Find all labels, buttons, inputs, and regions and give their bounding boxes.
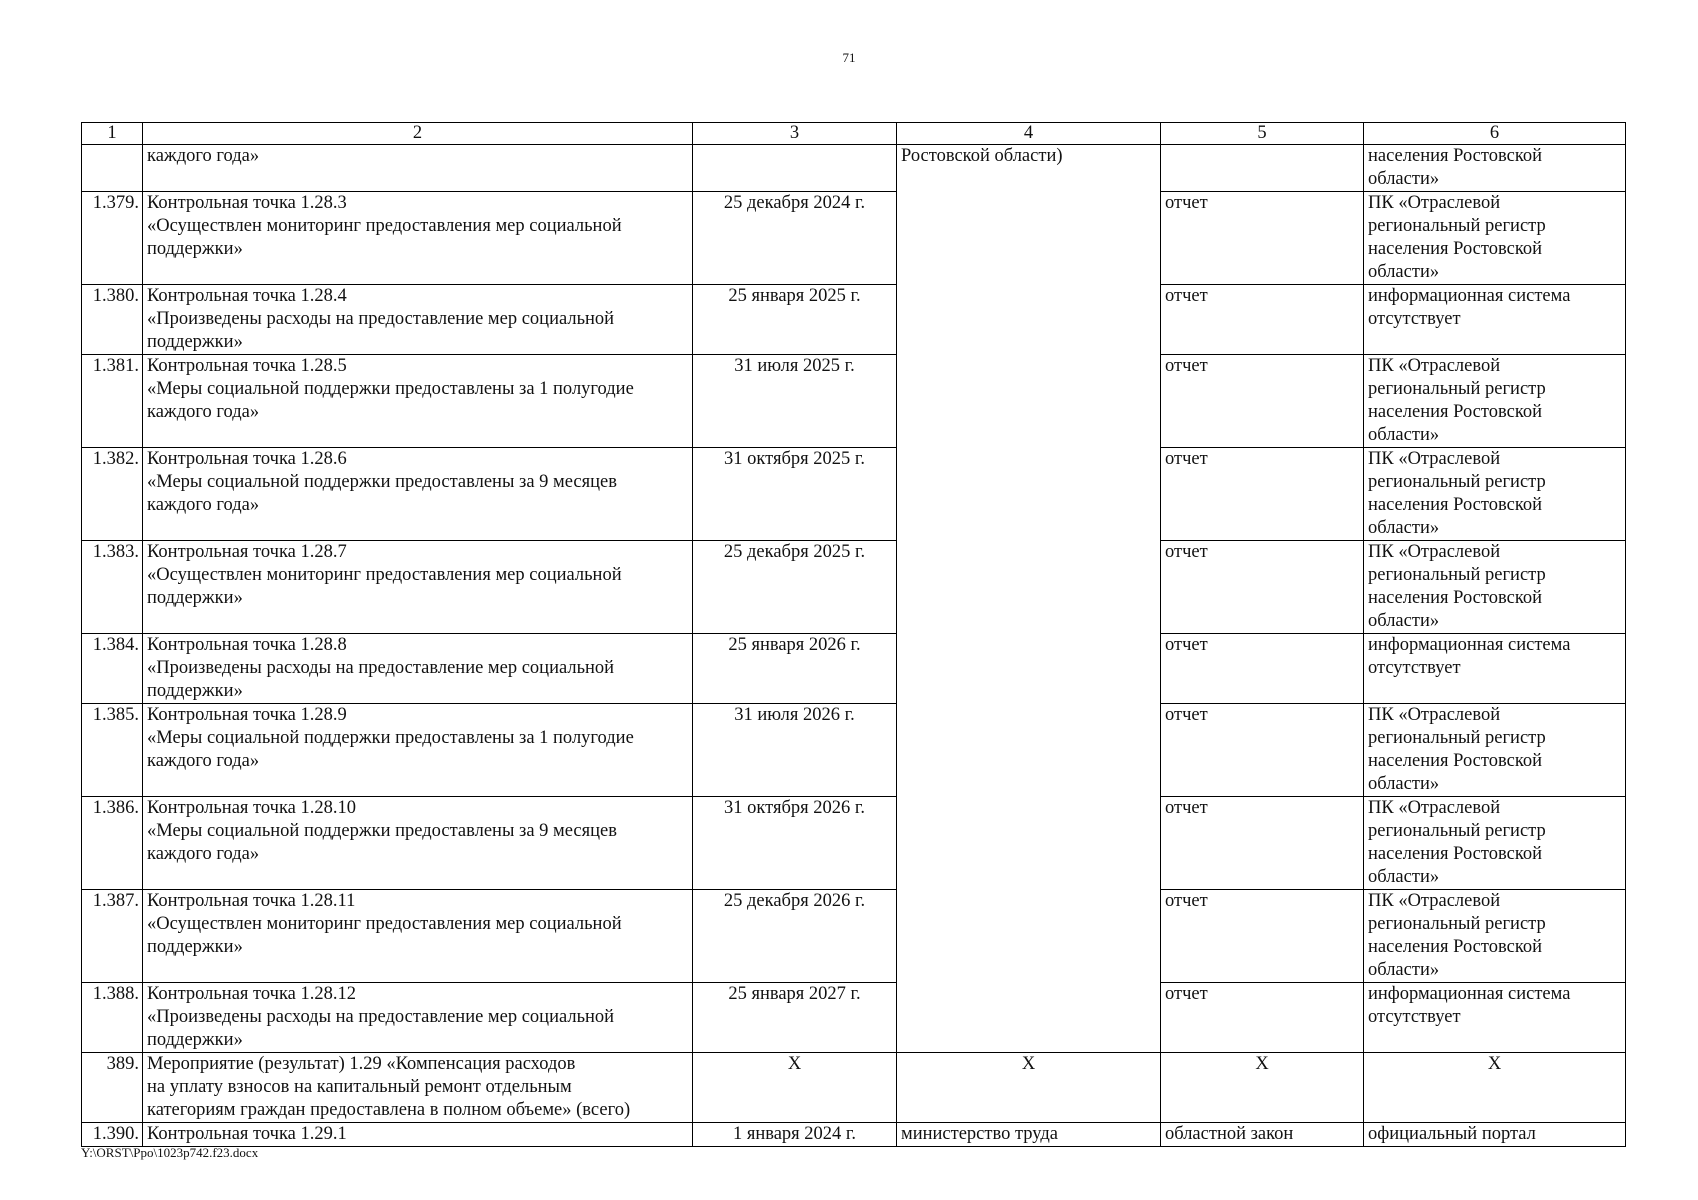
cell-line: населения Ростовской [1368, 844, 1543, 864]
cell-line: населения Ростовской [1368, 937, 1543, 957]
cell-number: 1.385. [82, 704, 143, 797]
cell-date: 25 декабря 2024 г. [693, 192, 897, 285]
cell-line: региональный регистр [1368, 565, 1546, 585]
cell-line: области» [1368, 518, 1440, 538]
cell-system [1364, 355, 1626, 448]
cell-date: 25 января 2027 г. [693, 983, 897, 1053]
cell-line: категориям граждан предоставлена в полном объеме» (всего) [147, 1100, 631, 1120]
cell-line: «Меры социальной поддержки предоставлены за 9 месяцев [147, 472, 617, 492]
cell-number [82, 145, 143, 192]
cell-line: области» [1368, 169, 1440, 189]
cell-mark: X [1364, 1053, 1626, 1123]
cell-system [1364, 634, 1626, 704]
cell-line: региональный регистр [1368, 472, 1546, 492]
cell-date [693, 145, 897, 192]
cell-date: 31 июля 2025 г. [693, 355, 897, 448]
cell-line: ПК «Отраслевой [1368, 193, 1501, 213]
cell-description [143, 541, 693, 634]
cell-system [1364, 890, 1626, 983]
cell-date: 25 декабря 2026 г. [693, 890, 897, 983]
cell-system [1364, 704, 1626, 797]
control-point-title: Контрольная точка 1.28.5 [147, 356, 347, 376]
cell-document: отчет [1161, 285, 1364, 355]
cell-line: поддержки» [147, 239, 243, 259]
control-points-table [81, 122, 1626, 1147]
cell-description [143, 192, 693, 285]
continuation-row [82, 145, 1626, 192]
cell-line: ПК «Отраслевой [1368, 356, 1501, 376]
cell-document: отчет [1161, 541, 1364, 634]
cell-line: ПК «Отраслевой [1368, 798, 1501, 818]
table-row [82, 1123, 1626, 1147]
cell-document: отчет [1161, 634, 1364, 704]
cell-description [143, 704, 693, 797]
cell-line: области» [1368, 867, 1440, 887]
cell-line: на уплату взносов на капитальный ремонт отдельным [147, 1077, 572, 1097]
cell-date: 25 декабря 2025 г. [693, 541, 897, 634]
header-row [82, 123, 1626, 145]
cell-number: 1.390. [82, 1123, 143, 1147]
cell-mark: X [1161, 1053, 1364, 1123]
cell-line: региональный регистр [1368, 821, 1546, 841]
cell-line: информационная система [1368, 984, 1571, 1004]
cell-line: поддержки» [147, 681, 243, 701]
control-point-title: Контрольная точка 1.28.7 [147, 542, 347, 562]
cell-responsible: Ростовской области) [897, 145, 1161, 1053]
cell-document: отчет [1161, 448, 1364, 541]
cell-line: каждого года» [147, 751, 260, 771]
cell-mark: X [693, 1053, 897, 1123]
cell-line: ПК «Отраслевой [1368, 891, 1501, 911]
cell-date: 31 октября 2025 г. [693, 448, 897, 541]
cell-document: отчет [1161, 797, 1364, 890]
control-point-title: Контрольная точка 1.28.12 [147, 984, 357, 1004]
cell-line: ПК «Отраслевой [1368, 542, 1501, 562]
control-point-title: Контрольная точка 1.28.4 [147, 286, 347, 306]
cell-number: 1.381. [82, 355, 143, 448]
cell-line: «Осуществлен мониторинг предоставления мер социальной [147, 216, 622, 236]
cell-system [1364, 448, 1626, 541]
cell-number: 1.379. [82, 192, 143, 285]
table-row [82, 355, 1626, 448]
cell-document: отчет [1161, 890, 1364, 983]
cell-description [143, 285, 693, 355]
cell-description [143, 797, 693, 890]
cell-line: населения Ростовской [1368, 402, 1543, 422]
cell-system [1364, 285, 1626, 355]
cell-line: «Произведены расходы на предоставление мер социальной [147, 658, 615, 678]
cell-line: «Произведены расходы на предоставление мер социальной [147, 309, 615, 329]
header-cell: 6 [1364, 123, 1626, 145]
cell-description [143, 1053, 693, 1123]
cell-line: «Меры социальной поддержки предоставлены за 1 полугодие [147, 728, 634, 748]
cell-line: отсутствует [1368, 658, 1461, 678]
cell-number: 1.388. [82, 983, 143, 1053]
cell-line: отсутствует [1368, 1007, 1461, 1027]
footer-file-path: Y:\ORST\Ppo\1023p742.f23.docx [81, 1145, 259, 1160]
cell-responsible: министерство труда [897, 1123, 1161, 1147]
cell-line: поддержки» [147, 332, 243, 352]
table-row [82, 634, 1626, 704]
cell-number: 1.386. [82, 797, 143, 890]
cell-document: отчет [1161, 983, 1364, 1053]
table-row [82, 448, 1626, 541]
cell-line: населения Ростовской [1368, 588, 1543, 608]
cell-date: 31 октября 2026 г. [693, 797, 897, 890]
cell-line: области» [1368, 611, 1440, 631]
table-row [82, 192, 1626, 285]
cell-description [143, 890, 693, 983]
cell-date: 25 января 2026 г. [693, 634, 897, 704]
header-cell: 1 [82, 123, 143, 145]
cell-line: ПК «Отраслевой [1368, 705, 1501, 725]
cell-description [143, 983, 693, 1053]
control-point-title: Контрольная точка 1.29.1 [143, 1123, 693, 1147]
cell-system [1364, 145, 1626, 192]
cell-number: 1.387. [82, 890, 143, 983]
cell-line: «Меры социальной поддержки предоставлены за 1 полугодие [147, 379, 634, 399]
cell-document: отчет [1161, 192, 1364, 285]
cell-line: «Осуществлен мониторинг предоставления мер социальной [147, 565, 622, 585]
cell-line: региональный регистр [1368, 914, 1546, 934]
cell-line: области» [1368, 960, 1440, 980]
cell-date: 1 января 2024 г. [693, 1123, 897, 1147]
cell-line: «Меры социальной поддержки предоставлены за 9 месяцев [147, 821, 617, 841]
cell-number: 1.384. [82, 634, 143, 704]
cell-line: населения Ростовской [1368, 495, 1543, 515]
table-row [82, 541, 1626, 634]
cell-document [1161, 145, 1364, 192]
event-row [82, 1053, 1626, 1123]
table-row [82, 704, 1626, 797]
cell-line: области» [1368, 774, 1440, 794]
cell-line: населения Ростовской [1368, 146, 1543, 166]
page-number: 71 [842, 50, 856, 65]
cell-line: информационная система [1368, 635, 1571, 655]
cell-line: области» [1368, 425, 1440, 445]
control-point-title: Контрольная точка 1.28.10 [147, 798, 357, 818]
header-cell: 2 [143, 123, 693, 145]
control-point-title: Контрольная точка 1.28.11 [147, 891, 356, 911]
cell-number: 1.382. [82, 448, 143, 541]
cell-system [1364, 192, 1626, 285]
cell-line: региональный регистр [1368, 728, 1546, 748]
control-point-title: Контрольная точка 1.28.6 [147, 449, 347, 469]
table-row [82, 983, 1626, 1053]
cell-line: информационная система [1368, 286, 1571, 306]
cell-document: областной закон [1161, 1123, 1364, 1147]
cell-description [143, 448, 693, 541]
header-cell: 5 [1161, 123, 1364, 145]
table-row [82, 890, 1626, 983]
cell-line: каждого года» [147, 402, 260, 422]
cell-line: Мероприятие (результат) 1.29 «Компенсация расходов [147, 1054, 576, 1074]
header-cell: 4 [897, 123, 1161, 145]
cell-line: поддержки» [147, 588, 243, 608]
cell-number: 389. [82, 1053, 143, 1123]
control-point-title: Контрольная точка 1.28.3 [147, 193, 347, 213]
table-row [82, 285, 1626, 355]
cell-system [1364, 983, 1626, 1053]
cell-number: 1.383. [82, 541, 143, 634]
cell-system: официальный портал [1364, 1123, 1626, 1147]
cell-line: каждого года» [147, 844, 260, 864]
control-point-title: Контрольная точка 1.28.9 [147, 705, 347, 725]
cell-line: «Осуществлен мониторинг предоставления мер социальной [147, 914, 622, 934]
table-row [82, 797, 1626, 890]
cell-line: населения Ростовской [1368, 751, 1543, 771]
cell-description [143, 634, 693, 704]
cell-line: региональный регистр [1368, 379, 1546, 399]
cell-date: 25 января 2025 г. [693, 285, 897, 355]
cell-document: отчет [1161, 704, 1364, 797]
header-cell: 3 [693, 123, 897, 145]
cell-mark: X [897, 1053, 1161, 1123]
cell-line: населения Ростовской [1368, 239, 1543, 259]
cell-line: поддержки» [147, 937, 243, 957]
cell-description [143, 355, 693, 448]
cell-number: 1.380. [82, 285, 143, 355]
cell-document: отчет [1161, 355, 1364, 448]
cell-date: 31 июля 2026 г. [693, 704, 897, 797]
cell-system [1364, 797, 1626, 890]
cell-line: «Произведены расходы на предоставление мер социальной [147, 1007, 615, 1027]
cell-line: отсутствует [1368, 309, 1461, 329]
cell-line: поддержки» [147, 1030, 243, 1050]
cell-line: региональный регистр [1368, 216, 1546, 236]
control-point-title: Контрольная точка 1.28.8 [147, 635, 347, 655]
cell-line: каждого года» [147, 495, 260, 515]
cell-system [1364, 541, 1626, 634]
cell-line: области» [1368, 262, 1440, 282]
cell-line: ПК «Отраслевой [1368, 449, 1501, 469]
cell-description: каждого года» [143, 145, 693, 192]
